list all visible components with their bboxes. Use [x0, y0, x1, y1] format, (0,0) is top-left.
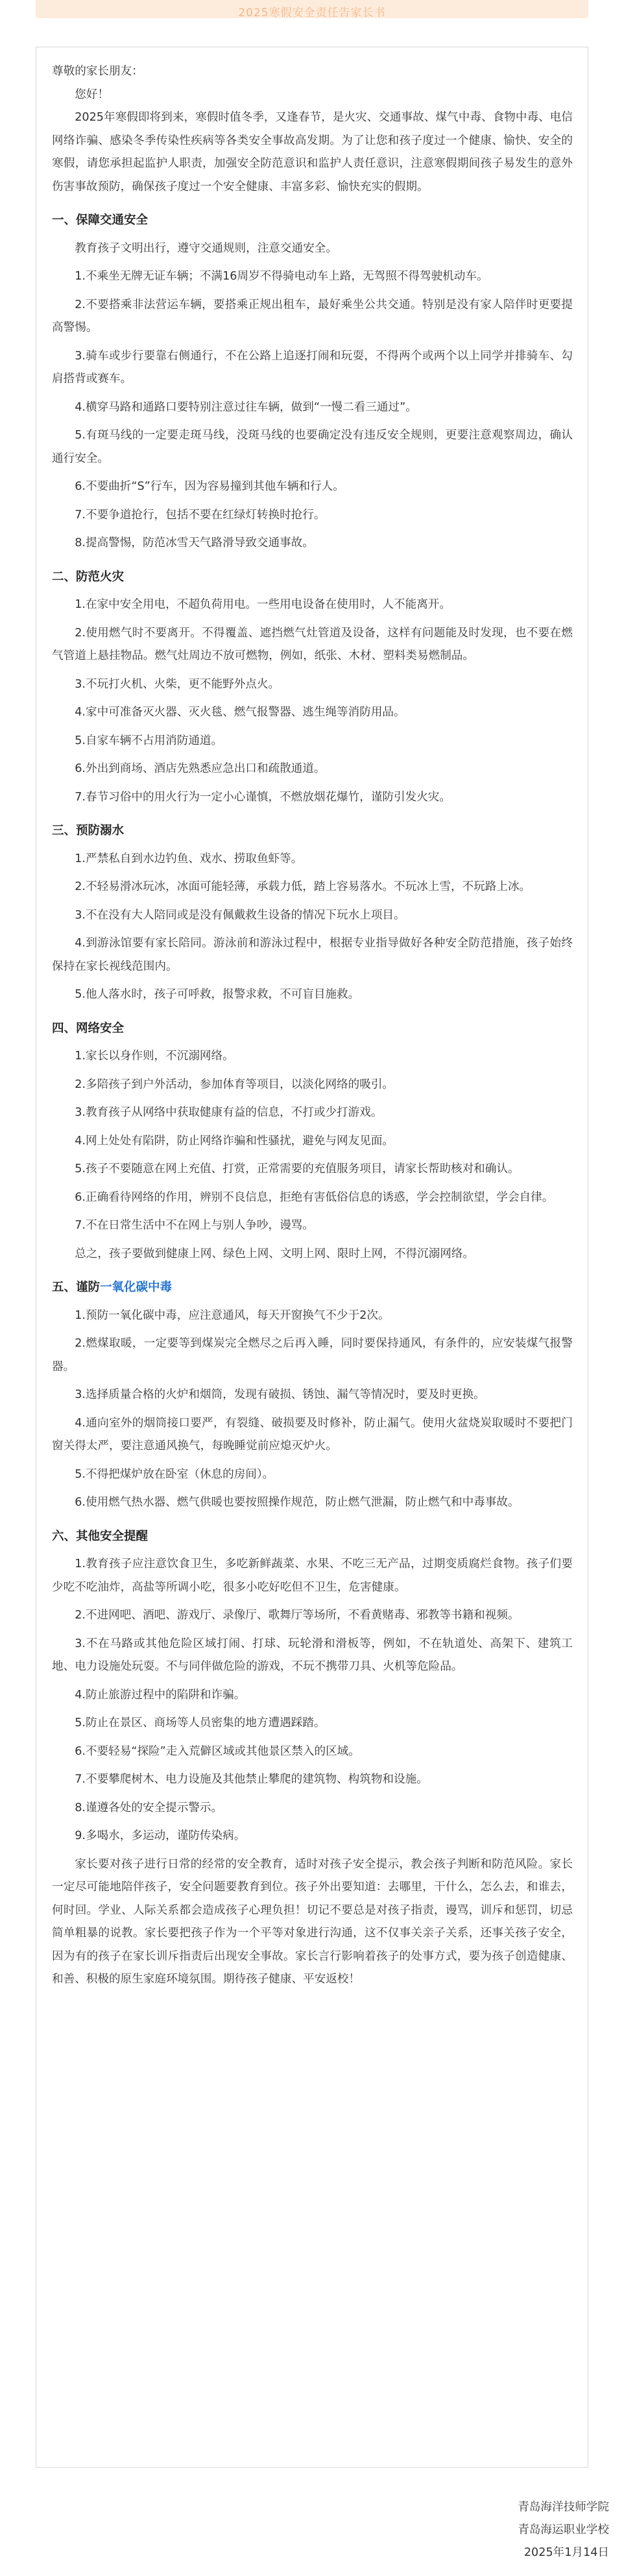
list-item: 3.选择质量合格的火炉和烟筒，发现有破损、锈蚀、漏气等情况时，要及时更换。 — [75, 1388, 485, 1401]
list-item: 6.不要曲折“S”行车，因为容易撞到其他车辆和行人。 — [75, 480, 344, 493]
letter-card — [36, 47, 588, 2468]
list-item: 3.不在马路或其他危险区域打闹、打球、玩轮滑和滑板等，例如，不在轨道处、高架下、建筑工地、电力设施处玩耍。不与同伴做危险的游戏，不玩不携带刀具、火机等危险品。 — [52, 1637, 573, 1673]
list-item: 9.多喝水，多运动，谨防传染病。 — [75, 1829, 246, 1842]
list-item: 3.不玩打火机、火柴，更不能野外点火。 — [75, 677, 280, 691]
list-item: 3.骑车或步行要靠右侧通行，不在公路上追逐打闹和玩耍，不得两个或两个以上同学并排骑车、勾肩搭背或赛车。 — [52, 349, 573, 385]
list-item: 1.教育孩子应注意饮食卫生，多吃新鲜蔬菜、水果、不吃三无产品，过期变质腐烂食物。孩子们要少吃不吃油炸，高盐等所调小吃，很多小吃好吃但不卫生，危害健康。 — [52, 1558, 573, 1594]
list-item: 2.不进网吧、酒吧、游戏厅、录像厅、歌舞厅等场所，不看黄赌毒、邪教等书籍和视频。 — [75, 1609, 520, 1622]
signature-block — [337, 2496, 609, 2564]
list-item: 2.燃煤取暖，一定要等到煤炭完全燃尽之后再入睡，同时要保持通风，有条件的，应安装煤气报警器。 — [52, 1337, 573, 1373]
list-item: 1.预防一氧化碳中毒，应注意通风，每天开窗换气不少于2次。 — [75, 1308, 390, 1322]
list-item: 1.严禁私自到水边钓鱼、戏水、捞取鱼虾等。 — [75, 852, 303, 865]
list-item: 8.谨遵各处的安全提示警示。 — [75, 1801, 223, 1814]
list-item: 6.使用燃气热水器、燃气供暖也要按照操作规范，防止燃气泄漏，防止燃气和中毒事故。 — [75, 1496, 520, 1509]
section-heading-fire: 二、防范火灾 — [52, 570, 125, 584]
list-item: 5.防止在景区、商场等人员密集的地方遭遇踩踏。 — [75, 1716, 326, 1729]
list-item: 7.不要争道抢行，包括不要在红绿灯转换时抢行。 — [75, 508, 326, 522]
closing-paragraph: 家长要对孩子进行日常的经常的安全教育，适时对孩子安全提示，教会孩子判断和防范风险。家长一定尽可能地陪伴孩子，安全问题要教育到位。孩子外出要知道：去哪里，干什么，怎么去，和谁去，何时回。学业、人际关系都会造成孩子心理负担！切记不要总是对孩子指责，谩骂，训斥和惩罚，切忌简单粗暴的说教。家长要把孩子作为一个平等对象进行沟通，这不仅事关亲子关系，还事关孩子安全，因为有的孩子在家长训斥指责后出现安全事故。家长言行影响着孩子的处事方式，要为孩子创造健康、和善、积极的原生家庭环境氛围。期待孩子健康、平安返校！ — [52, 1857, 573, 1986]
list-item: 4.通向室外的烟筒接口要严，有裂缝、破损要及时修补，防止漏气。使用火盆烧炭取暖时不要把门窗关得太严，要注意通风换气，每晚睡觉前应熄灭炉火。 — [52, 1416, 573, 1452]
section-heading-network: 四、网络安全 — [52, 1021, 125, 1035]
section-heading-drowning: 三、预防溺水 — [52, 824, 125, 837]
list-item: 2.不要搭乘非法营运车辆，要搭乘正规出租车，最好乘坐公共交通。特别是没有家人陪伴时更要提高警惕。 — [52, 298, 573, 334]
intro-paragraph: 2025年寒假即将到来，寒假时值冬季，又逢春节，是火灾、交通事故、煤气中毒、食物中毒、电信网络诈骗、感染冬季传染性疾病等各类安全事故高发期。为了让您和孩子度过一个健康、愉快、安全的寒假，请您承担起监护人职责，加强安全防范意识和监护人责任意识，注意寒假期间孩子易发生的意外伤害事故预防，确保孩子度过一个安全健康、丰富多彩、愉快充实的假期。 — [52, 111, 573, 193]
section-lead: 教育孩子文明出行，遵守交通规则，注意交通安全。 — [75, 241, 337, 255]
list-item: 5.有斑马线的一定要走斑马线，没斑马线的也要确定没有违反安全规则，更要注意观察周边，确认通行安全。 — [52, 429, 573, 465]
list-item: 4.到游泳馆要有家长陪同。游泳前和游泳过程中，根据专业指导做好各种安全防范措施，孩子始终保持在家长视线范围内。 — [52, 937, 573, 973]
list-item: 4.防止旅游过程中的陷阱和诈骗。 — [75, 1688, 246, 1702]
list-item: 7.春节习俗中的用火行为一定小心谨慎，不燃放烟花爆竹，谨防引发火灾。 — [75, 790, 451, 804]
list-item: 6.正确看待网络的作用，辨别不良信息，拒绝有害低俗信息的诱惑，学会控制欲望，学会自律。 — [75, 1190, 554, 1204]
list-item: 2.不轻易滑冰玩冰，冰面可能轻薄，承载力低，踏上容易落水。不玩冰上雪，不玩路上冰。 — [75, 880, 531, 893]
list-item: 4.网上处处有陷阱，防止网络诈骗和性骚扰，避免与网友见面。 — [75, 1134, 394, 1148]
letter-date: 2025年1月14日 — [523, 2546, 609, 2559]
list-item: 2.多陪孩子到户外活动，参加体育等项目，以淡化网络的吸引。 — [75, 1077, 394, 1091]
list-item: 6.不要轻易“探险”走入荒僻区域或其他景区禁入的区域。 — [75, 1744, 360, 1758]
section-summary: 总之，孩子要做到健康上网、绿色上网、文明上网、限时上网，不得沉溺网络。 — [75, 1247, 474, 1260]
list-item: 6.外出到商场、酒店先熟悉应急出口和疏散通道。 — [75, 762, 326, 775]
section-heading-highlight: 一氧化碳中毒 — [100, 1281, 173, 1294]
greeting: 您好！ — [75, 88, 109, 101]
section-heading-co — [52, 1276, 573, 1299]
letter-body — [52, 60, 573, 1997]
list-item: 1.不乘坐无牌无证车辆；不满16周岁不得骑电动车上路，无驾照不得驾驶机动车。 — [75, 270, 488, 283]
list-item: 5.不得把煤炉放在卧室（休息的房间）。 — [75, 1467, 274, 1481]
list-item: 1.在家中安全用电，不超负荷用电。一些用电设备在使用时，人不能离开。 — [75, 598, 451, 611]
list-item: 5.孩子不要随意在网上充值、打赏，正常需要的充值服务项目，请家长帮助核对和确认。 — [75, 1162, 520, 1175]
header-banner — [36, 0, 588, 18]
school-name-1: 青岛海洋技师学院 — [518, 2501, 609, 2514]
list-item: 2.使用燃气时不要离开。不得覆盖、遮挡燃气灶管道及设备，这样有问题能及时发现，也不要在燃气管道上悬挂物品。燃气灶周边不放可燃物，例如，纸张、木材、塑料类易燃制品。 — [52, 626, 573, 662]
section-heading-other: 六、其他安全提醒 — [52, 1529, 149, 1543]
list-item: 1.家长以身作则，不沉溺网络。 — [75, 1050, 234, 1063]
list-item: 5.他人落水时，孩子可呼救，报警求救，不可盲目施救。 — [75, 988, 360, 1001]
list-item: 3.教育孩子从网络中获取健康有益的信息，不打或少打游戏。 — [75, 1106, 383, 1119]
list-item: 5.自家车辆不占用消防通道。 — [75, 734, 223, 747]
school-name-2: 青岛海运职业学校 — [518, 2523, 609, 2536]
list-item: 3.不在没有大人陪同或是没有佩戴救生设备的情况下玩水上项目。 — [75, 908, 405, 922]
list-item: 7.不要攀爬树木、电力设施及其他禁止攀爬的建筑物、构筑物和设施。 — [75, 1773, 428, 1786]
list-item: 4.家中可准备灭火器、灭火毯、燃气报警器、逃生绳等消防用品。 — [75, 706, 405, 719]
list-item: 8.提高警惕，防范冰雪天气路滑导致交通事故。 — [75, 536, 314, 549]
section-heading-prefix: 五、谨防 — [52, 1281, 101, 1294]
list-item: 4.横穿马路和通路口要特别注意过往车辆，做到“一慢二看三通过”。 — [75, 400, 417, 414]
section-heading-traffic: 一、保障交通安全 — [52, 213, 149, 227]
salutation: 尊敬的家长朋友： — [52, 65, 143, 78]
list-item: 7.不在日常生活中不在网上与别人争吵，谩骂。 — [75, 1219, 314, 1232]
banner-title: 2025寒假安全责任告家长书 — [238, 6, 386, 19]
